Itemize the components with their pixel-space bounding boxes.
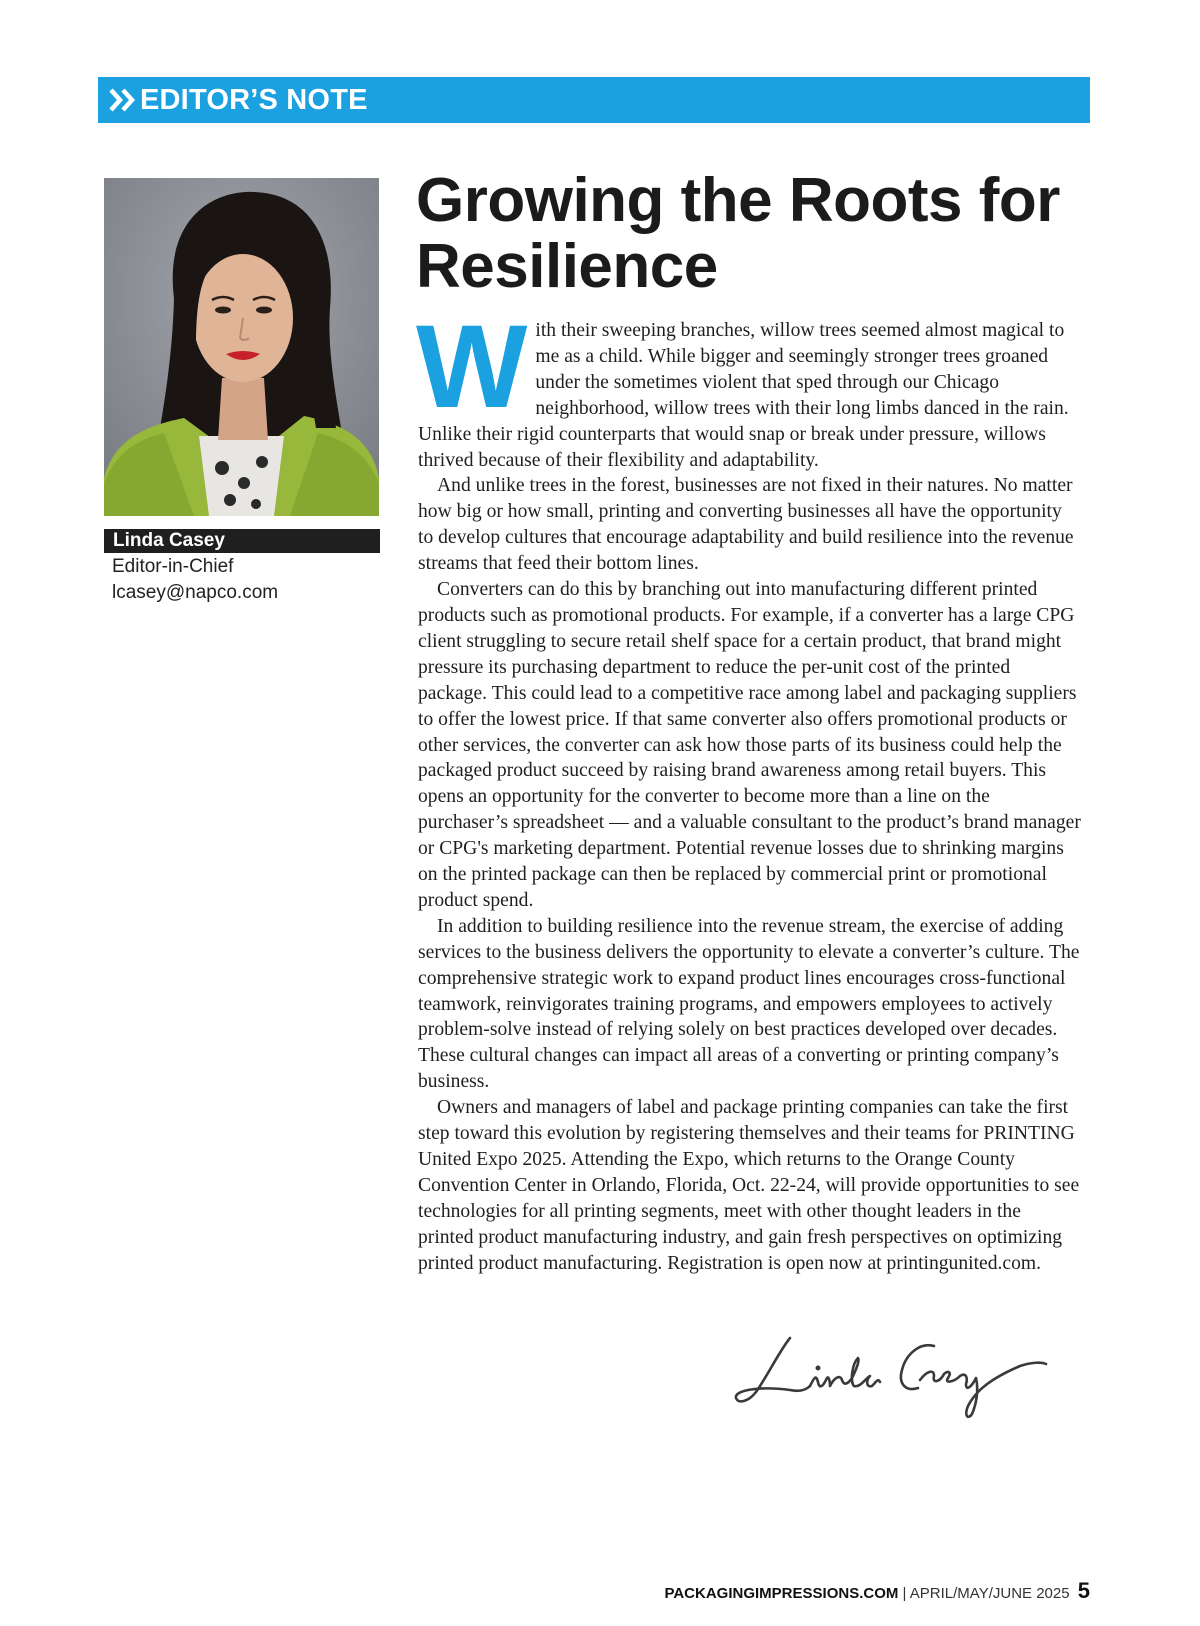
page-number: 5 [1077, 1578, 1090, 1603]
page-footer [664, 1578, 1090, 1607]
article-headline: Growing the Roots for Resilience [416, 166, 1060, 301]
footer-site[interactable]: PACKAGINGIMPRESSIONS.COM [664, 1585, 899, 1602]
author-portrait [104, 178, 379, 516]
author-signature [720, 1320, 1060, 1420]
paragraph-text: ith their sweeping branches, willow trees seemed almost magical to me as a child. While bigger and seemingly stronger trees groaned under the sometimes violent that sped through our Chicago neighborhood, willow trees with their long limbs danced in the rain. Unlike their rigid counterparts that would snap or break under pressure, willows thrived because of their flexibility and adaptability. [418, 320, 1069, 471]
author-name-bar [104, 529, 380, 553]
article-paragraph: In addition to building resilience into the revenue stream, the exercise of adding services to the business delivers the opportunity to elevate a converter’s culture. The comprehensive strategic work to expand product lines encourages cross-functional teamwork, reinvigorates training programs, and empowers employees to actively problem-solve instead of relying solely on best practices developed over decades. These cultural changes can impact all areas of a converting or printing company’s business. [418, 915, 1080, 1093]
footer-issue: APRIL/MAY/JUNE 2025 [909, 1585, 1070, 1602]
author-email[interactable]: lcasey@napco.com [112, 582, 279, 603]
double-chevron-right-icon [108, 86, 138, 114]
section-banner [98, 77, 1090, 123]
article-paragraph: And unlike trees in the forest, businesses are not fixed in their natures. No matter how big or how small, printing and converting businesses all have the opportunity to develop cultures that encourage adaptability and build resilience into the revenue streams that feed their bottom lines. [418, 475, 1074, 575]
author-name: Linda Casey [113, 530, 225, 551]
article-paragraph: Owners and managers of label and package printing companies can take the first step toward this evolution by registering themselves and their teams for PRINTING United Expo 2025. Attending the Expo, which returns to the Orange County Convention Center in Orlando, Florida, Oct. 22-24, will provide opportunities to see technologies for all printing segments, meet with other thought leaders in the printed product manufacturing industry, and gain fresh perspectives on optimizing printed product manufacturing. Registration is open now at printingunited.com. [418, 1097, 1080, 1274]
footer-separator: | [902, 1585, 907, 1602]
article-paragraph: Converters can do this by branching out into manufacturing different printed products such as promotional products. For example, if a converter has a large CPG client struggling to secure retail shelf space for a certain product, that brand might pressure its purchasing department to reduce the per-unit cost of the printed package. This could lead to a competitive race among label and packaging suppliers to offer the lowest price. If that same converter also offers promotional products or other services, the converter can ask how those parts of its business could help the packaged product succeed by raising brand awareness among retail buyers. This opens an opportunity for the converter to become more than a line on the purchaser’s spreadsheet — and a valuable consultant to the product’s brand manager or CPG's marketing department. Potential revenue losses due to shrinking margins on the printed package can then be replaced by commercial print or promotional product spend. [418, 579, 1081, 911]
drop-cap: W [416, 301, 528, 433]
article-paragraph [416, 301, 1081, 473]
section-label: EDITOR’S NOTE [140, 84, 368, 116]
article-body [416, 301, 1081, 1277]
author-title: Editor-in-Chief [112, 556, 234, 577]
